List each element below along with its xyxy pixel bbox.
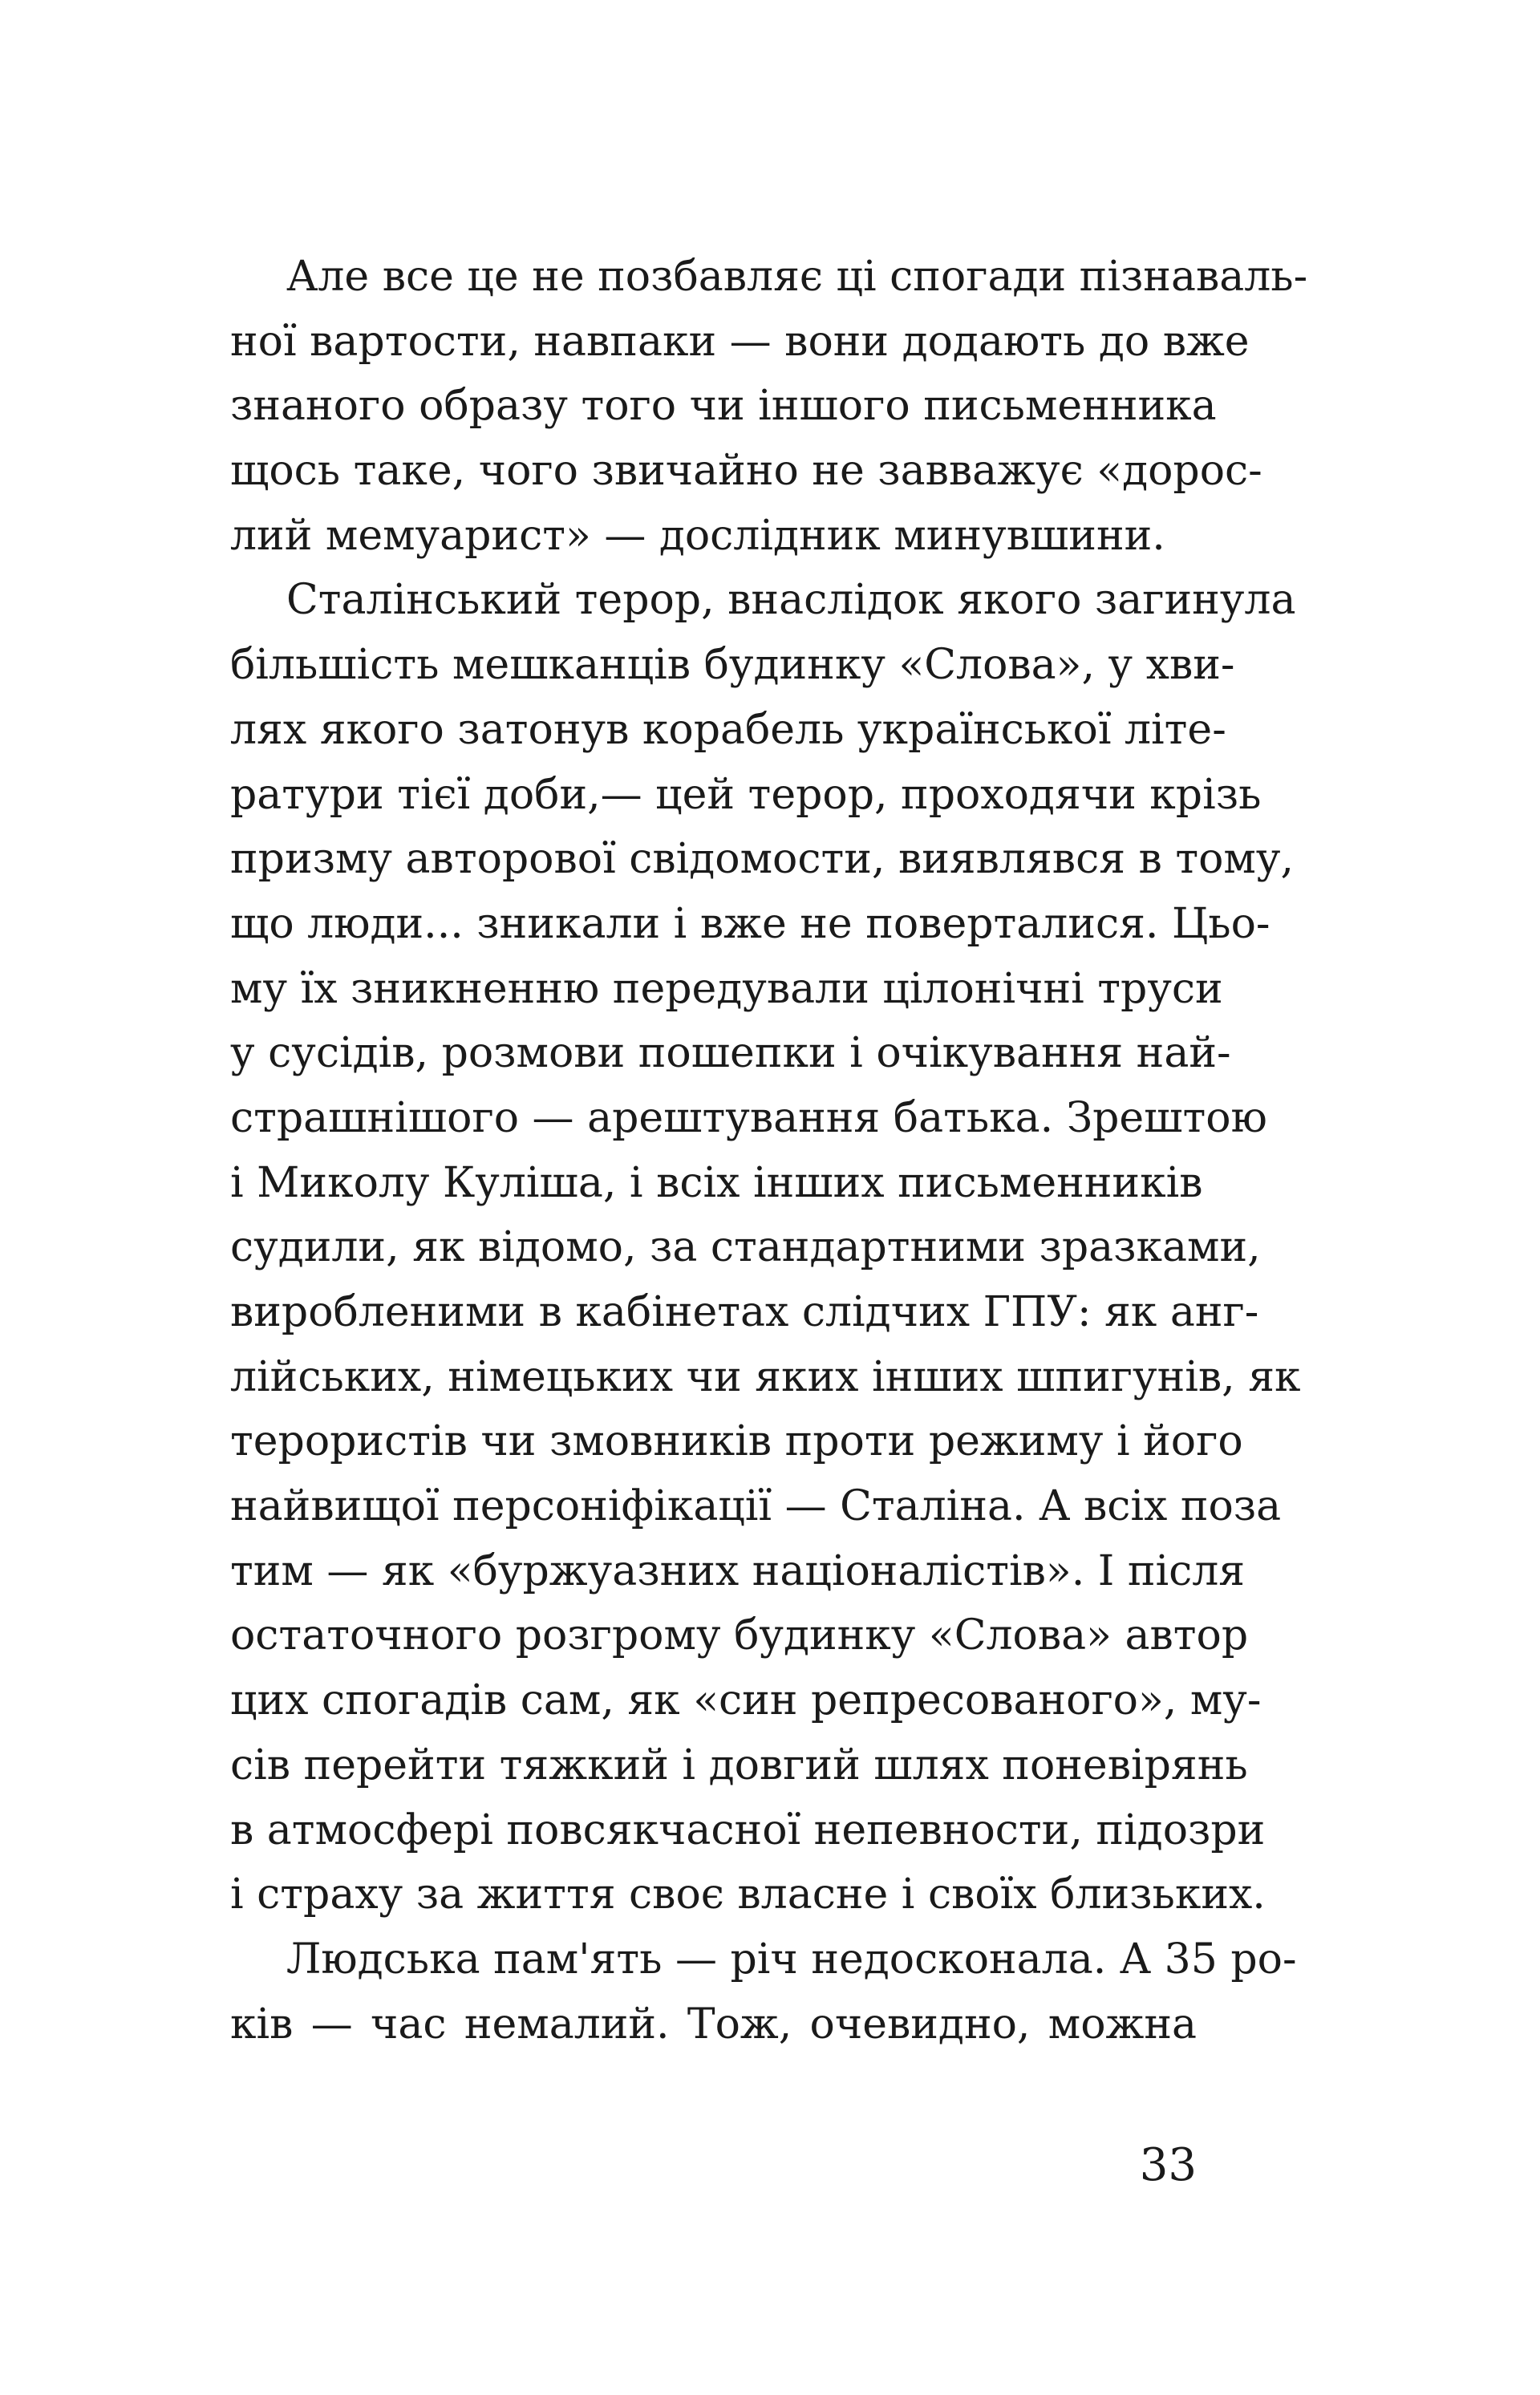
text-line: сів перейти тяжкий і довгий шлях поневірянь bbox=[230, 1741, 1248, 1789]
text-line: лий мемуарист» — дослідник минувшини. bbox=[230, 511, 1165, 560]
page-number: 33 bbox=[1139, 2139, 1197, 2191]
text-line: в атмосфері повсякчасної непевности, підозри bbox=[230, 1805, 1266, 1854]
text-line: що люди... зникали і вже не поверталися. Цьо- bbox=[230, 899, 1270, 948]
text-line: Людська пам'ять — річ недосконала. А 35 ро- bbox=[286, 1935, 1297, 1984]
body-text bbox=[230, 245, 1308, 2057]
text-line: терористів чи змовників проти режиму і його bbox=[230, 1417, 1243, 1466]
text-line: ної вартости, навпаки — вони додають до вже bbox=[230, 317, 1250, 366]
text-line: знаного образу того чи іншого письменника bbox=[230, 382, 1217, 431]
text-line: ків — час немалий. Тож, очевидно, можна bbox=[230, 2000, 1197, 2049]
text-line: му їх зникненню передували цілонічні труси bbox=[230, 964, 1223, 1013]
text-line: і Миколу Куліша, і всіх інших письменників bbox=[230, 1158, 1203, 1207]
text-line: виробленими в кабінетах слідчих ГПУ: як анг- bbox=[230, 1288, 1259, 1336]
paragraph bbox=[230, 1927, 1297, 2057]
text-line: цих спогадів сам, як «син репресованого», му- bbox=[230, 1676, 1262, 1725]
text-line: щось таке, чого звичайно не завважує «дорос- bbox=[230, 447, 1262, 496]
text-line: лійських, німецьких чи яких інших шпигунів, як bbox=[230, 1352, 1301, 1401]
text-line: тим — як «буржуазних націоналістів». І після bbox=[230, 1546, 1246, 1595]
paragraph bbox=[230, 568, 1301, 1927]
text-line: найвищої персоніфікації — Сталіна. А всіх поза bbox=[230, 1482, 1282, 1531]
text-line: призму авторової свідомости, виявлявся в тому, bbox=[230, 835, 1294, 884]
text-line: страшнішого — арештування батька. Зрештою bbox=[230, 1093, 1267, 1142]
text-line: ратури тієї доби,— цей терор, проходячи крізь bbox=[230, 770, 1262, 819]
text-line: Сталінський терор, внаслідок якого загинула bbox=[286, 576, 1296, 625]
text-line: у сусідів, розмови пошепки і очікування най- bbox=[230, 1029, 1231, 1078]
paragraph bbox=[230, 245, 1308, 568]
text-line: і страху за життя своє власне і своїх близьких. bbox=[230, 1870, 1266, 1919]
text-line: остаточного розгрому будинку «Слова» автор bbox=[230, 1611, 1249, 1660]
text-line: судили, як відомо, за стандартними зразками, bbox=[230, 1223, 1261, 1272]
text-line: Але все це не позбавляє ці спогади пізнаваль- bbox=[286, 253, 1308, 301]
text-line: більшість мешканців будинку «Слова», у хви- bbox=[230, 641, 1235, 690]
text-line: лях якого затонув корабель української літе- bbox=[230, 705, 1226, 754]
